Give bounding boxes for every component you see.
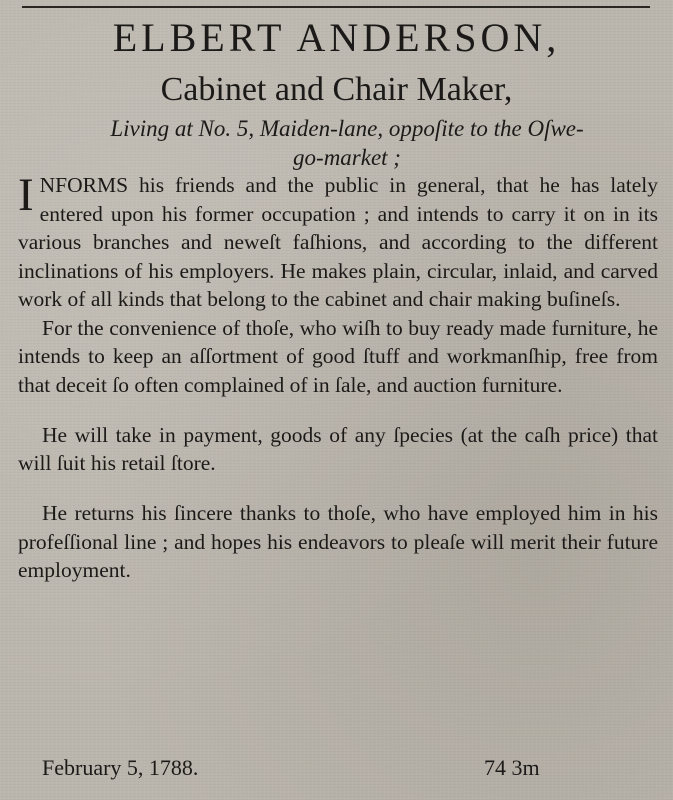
paragraph-1 <box>18 171 658 314</box>
paragraph-3: He will take in payment, goods of any ſpecies (at the caſh price) that will ſuit his retail ſtore. <box>18 422 658 475</box>
paragraph-4: He returns his ſincere thanks to thoſe, who have employed him in his profeſſional line ; and hopes his endeavors to pleaſe will merit their future employment. <box>18 501 658 582</box>
address-line-1: Living at No. 5, Maiden-lane, oppoſite to the Oſwe- <box>110 116 584 141</box>
paragraph-1-text: NFORMS his friends and the public in general, that he has lately entered upon his former occupation ; and intends to carry it on in its various branches and neweſt faſhions, and according to the different inclinations of his employers. He makes plain, circular, inlaid, and carved work of all kinds that belong to the cabinet and chair making buſineſs. <box>18 173 658 311</box>
trade-title: Cabinet and Chair Maker, <box>160 71 513 108</box>
drop-cap: I <box>18 169 34 221</box>
advert-body <box>18 171 658 606</box>
advertiser-name: ELBERT ANDERSON, <box>112 15 561 60</box>
address-block <box>36 114 658 172</box>
address-line-2: go-market ; <box>293 145 401 170</box>
paragraph-2: For the convenience of thoſe, who wiſh to buy ready made furniture, he intends to keep an aſſortment of good ſtuff and workmanſhip, free from that deceit ſo often complained of in ſale, and auction furniture. <box>18 315 658 397</box>
top-rule <box>22 6 650 8</box>
publication-date: February 5, 1788. <box>42 755 199 780</box>
insertion-code: 74 3m <box>484 755 540 780</box>
